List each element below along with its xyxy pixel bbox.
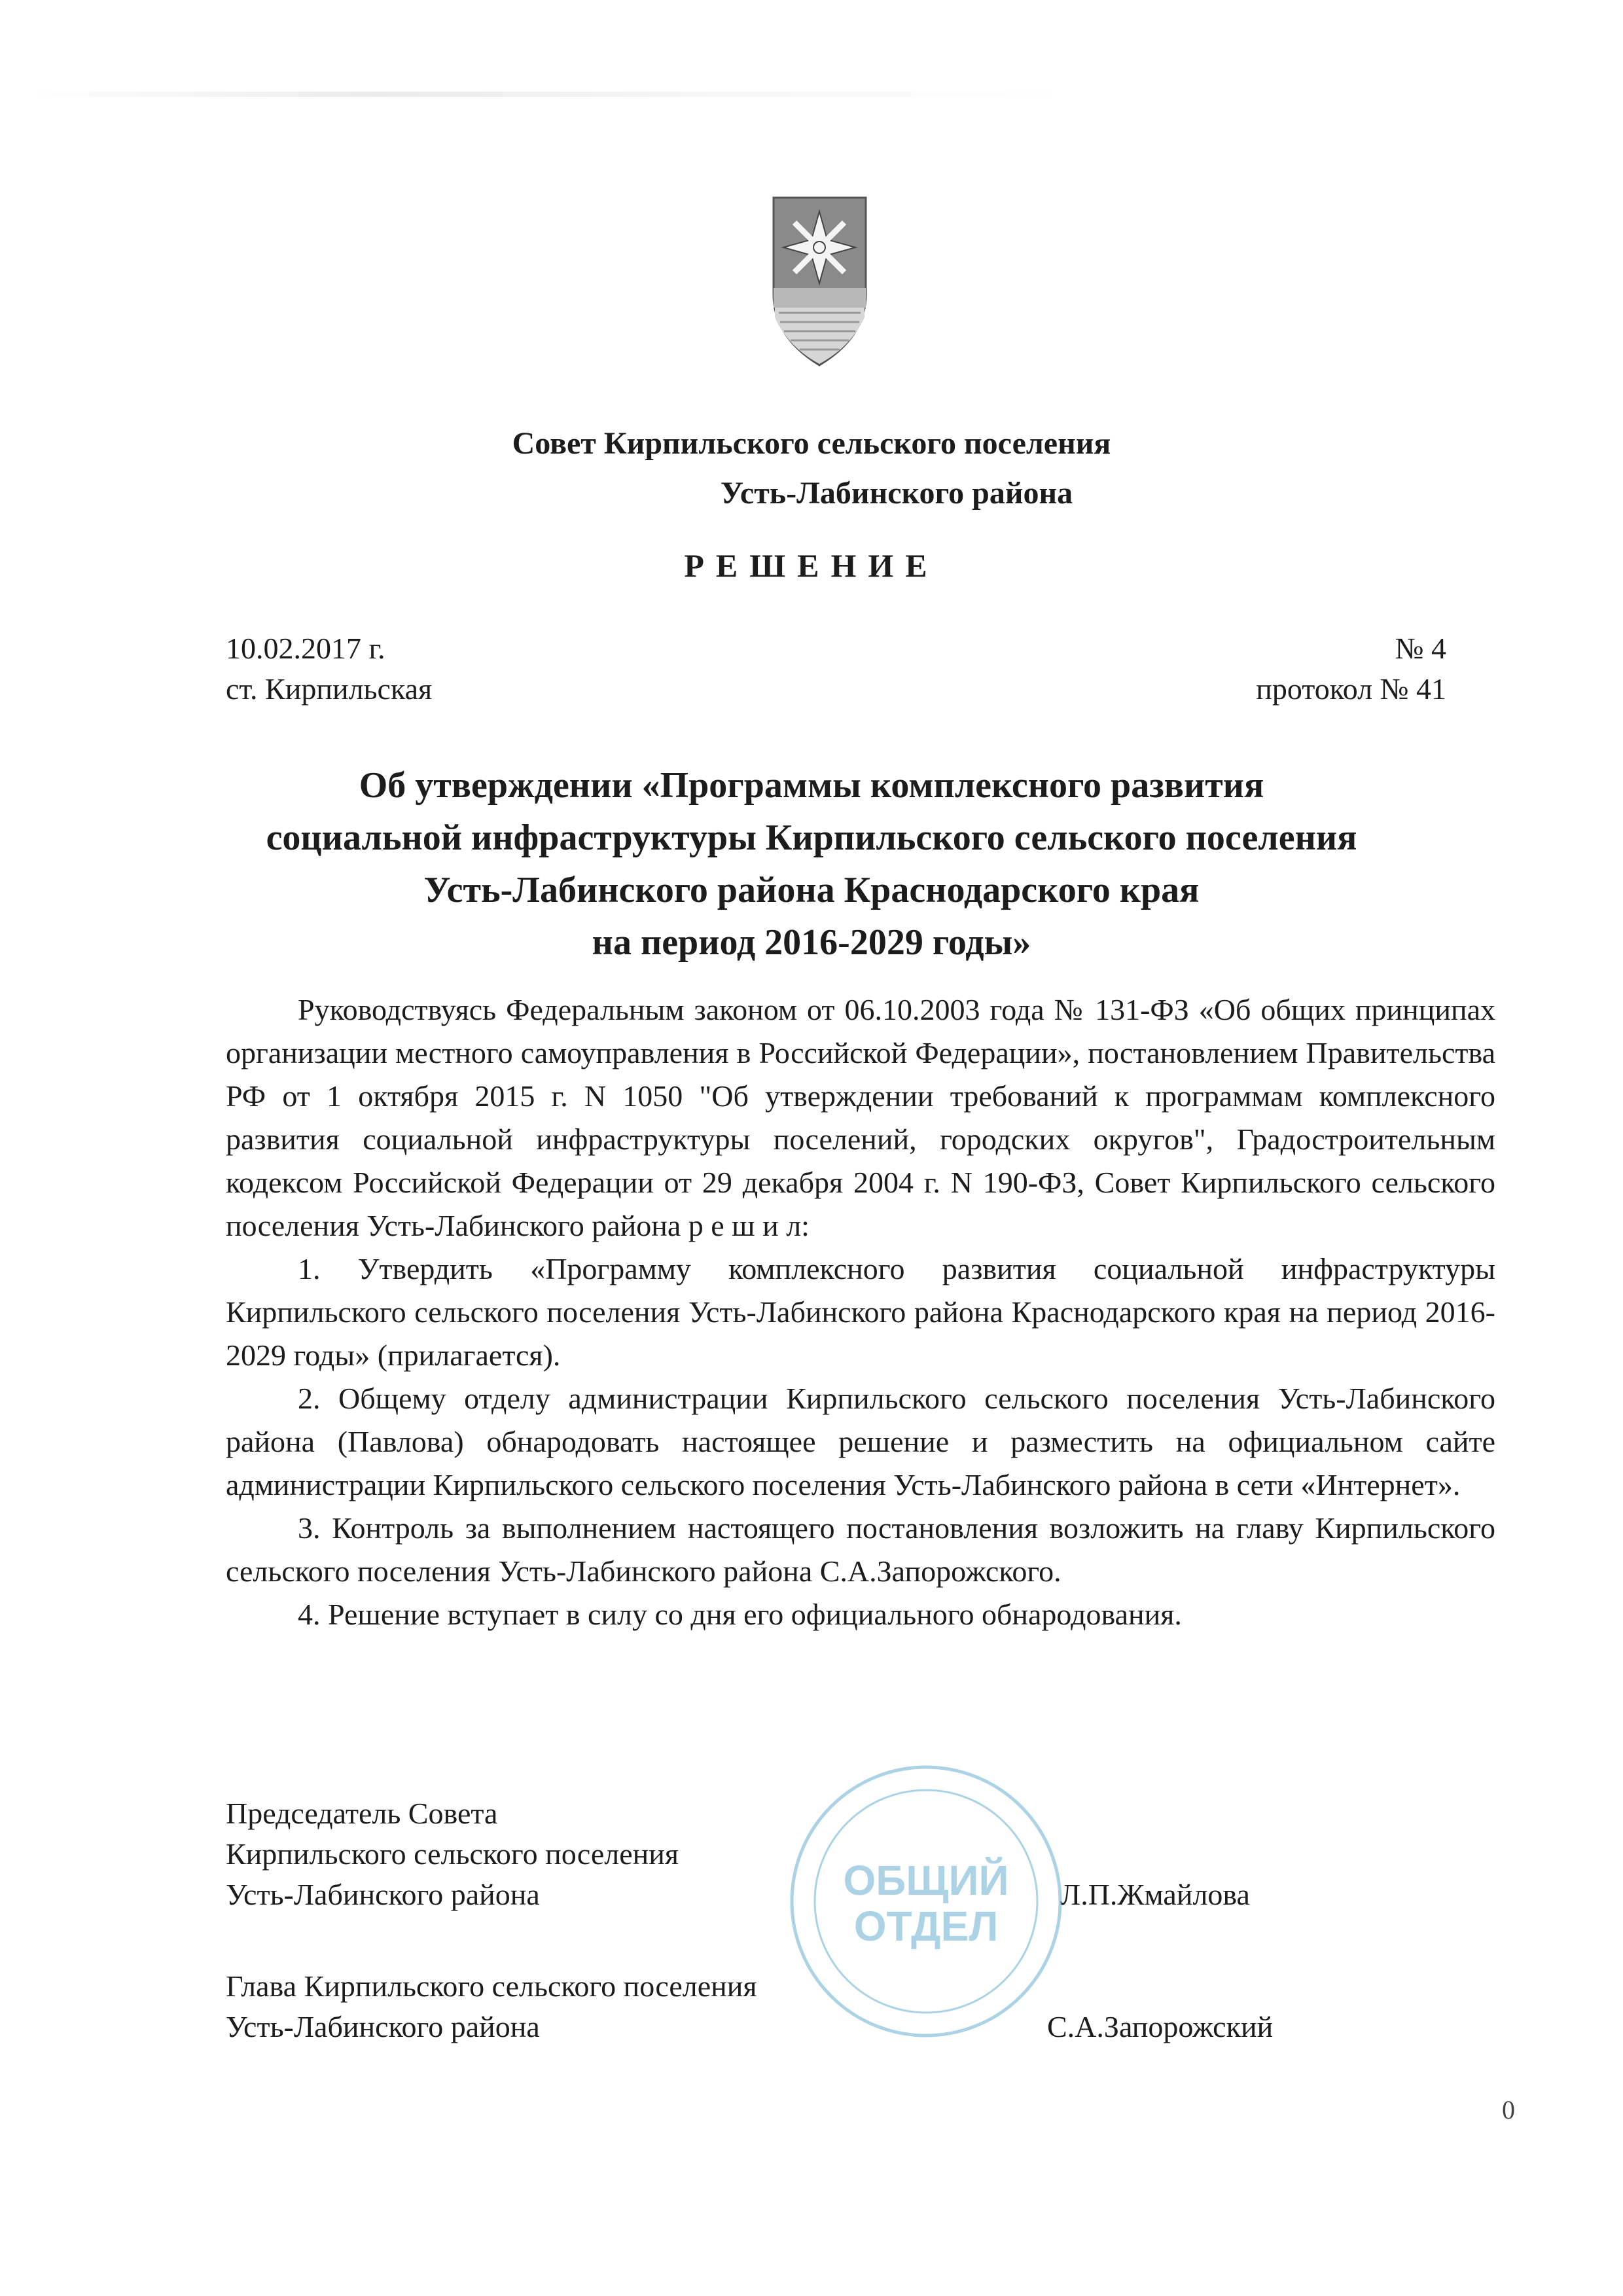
title-line-4: на период 2016-2029 годы» — [592, 922, 1031, 963]
council-line-1: Совет Кирпильского сельского поселения — [512, 426, 1111, 461]
document-date: 10.02.2017 г. — [226, 632, 385, 665]
head-signature-block — [226, 1966, 757, 2047]
date-place-block — [226, 628, 432, 709]
chair-signature-block — [226, 1793, 679, 1915]
number-block — [1256, 628, 1446, 709]
preamble-paragraph: Руководствуясь Федеральным законом от 06.10.2003 года № 131-ФЗ «Об общих принципах организации местного самоуправления в Российской Федерации», постановлением Правительства РФ от 1 октября 2015 г. N 1050 "Об утверждении требований к программам комплексного развития социальной инфраструктуры поселений, городских округов", Градостроительным кодексом Российской Федерации от 29 декабря 2004 г. N 190-ФЗ, Совет Кирпильского сельского поселения Усть-Лабинского района р е ш и л: — [226, 993, 1495, 1242]
chair-title-line-1: Председатель Совета — [226, 1797, 498, 1830]
document-place: ст. Кирпильская — [226, 672, 433, 706]
head-name: С.А.Запорожский — [1047, 2010, 1274, 2043]
scan-artifact — [26, 92, 1073, 97]
item-2-paragraph: 2. Общему отделу администрации Кирпильского сельского поселения Усть-Лабинского района (Павлова) обнародовать настоящее решение и разместить на официальном сайте администрации Кирпильского сельского поселения Усть-Лабинского района в сети «Интернет». — [226, 1382, 1495, 1501]
head-title-line-1: Глава Кирпильского сельского поселения — [226, 1969, 757, 2003]
page-number: 0 — [1502, 2095, 1515, 2125]
title-line-2: социальной инфраструктуры Кирпильского сельского поселения — [266, 817, 1357, 858]
document-type: РЕШЕНИЕ — [684, 547, 939, 584]
item-1-paragraph: 1. Утвердить «Программу комплексного развития социальной инфраструктуры Кирпильского сельского поселения Усть-Лабинского района Краснодарского края на период 2016-2029 годы» (прилагается). — [226, 1252, 1495, 1372]
document-title — [0, 759, 1623, 969]
head-title-line-2: Усть-Лабинского района — [226, 2010, 540, 2043]
official-stamp — [782, 1757, 1070, 2045]
title-line-1: Об утверждении «Программы комплексного развития — [359, 765, 1264, 806]
chair-name: Л.П.Жмайлова — [1060, 1878, 1250, 1911]
coat-of-arms-icon — [772, 196, 867, 367]
chair-title-line-2: Кирпильского сельского поселения — [226, 1837, 679, 1871]
document-body — [226, 988, 1495, 1636]
protocol-number: протокол № 41 — [1256, 672, 1446, 706]
document-number: № 4 — [1395, 632, 1446, 665]
title-line-3: Усть-Лабинского района Краснодарского края — [423, 870, 1200, 910]
stamp-text-line-2: ОТДЕЛ — [853, 1903, 999, 1950]
chair-title-line-3: Усть-Лабинского района — [226, 1878, 540, 1911]
council-line-2: Усть-Лабинского района — [720, 476, 1073, 511]
stamp-text-line-1: ОБЩИЙ — [843, 1857, 1009, 1904]
item-3-paragraph: 3. Контроль за выполнением настоящего постановления возложить на главу Кирпильского сельского поселения Усть-Лабинского района С.А.Запорожского. — [226, 1511, 1495, 1588]
council-heading — [0, 419, 1623, 518]
item-4-paragraph: 4. Решение вступает в силу со дня его официального обнародования. — [298, 1598, 1182, 1631]
